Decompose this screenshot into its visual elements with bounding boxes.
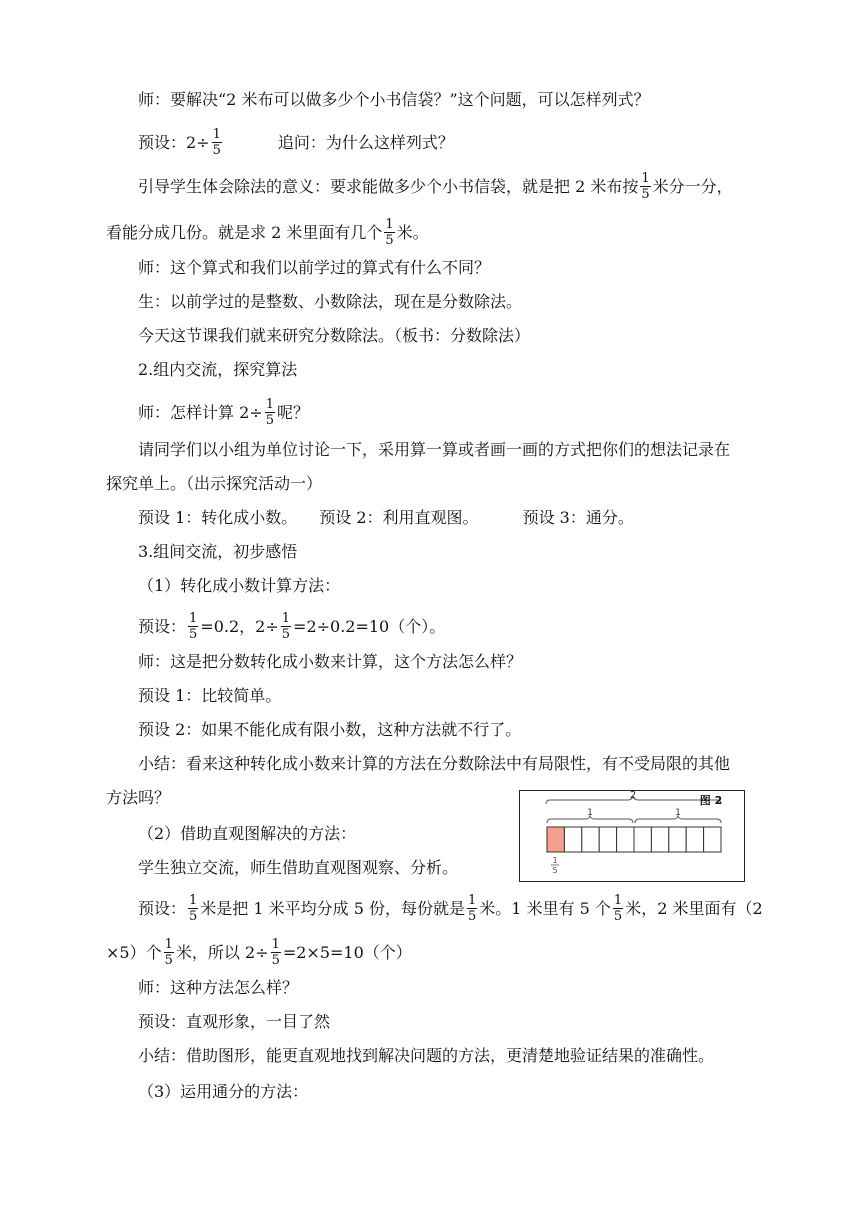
- para-preset-1: [138, 686, 281, 706]
- para-method-evaluation: [138, 978, 298, 998]
- fraction: $\frac{1}{5}$: [189, 893, 198, 924]
- fraction: $\frac{1}{5}$: [164, 937, 173, 968]
- text: 米，所以 2÷: [175, 943, 269, 962]
- text: 请同学们以小组为单位讨论一下，采用算一算或者画一画的方式把你们的想法记录在: [138, 440, 731, 459]
- text: （1）转化成小数计算方法：: [138, 576, 341, 595]
- text: 师：这种方法怎么样？: [138, 978, 299, 997]
- text: 米。1 米里有 5 个: [479, 899, 611, 918]
- para-other-methods: [106, 788, 170, 808]
- text: 预设 1：比较简单。: [138, 686, 282, 705]
- shaded-cell: [547, 827, 564, 852]
- figure-title: 图 2: [699, 794, 723, 807]
- text: 生：以前学过的是整数、小数除法，现在是分数除法。: [138, 292, 523, 311]
- subheading-common-denominator: [138, 1082, 308, 1102]
- bar-cells: [547, 827, 721, 852]
- para-diagram-result: [106, 937, 412, 968]
- bar-cell: [669, 827, 686, 852]
- half-label-1: 1: [587, 808, 593, 818]
- para-presets-list: [138, 508, 634, 528]
- text: =2×5=10（个）: [282, 943, 412, 962]
- para-todays-topic: [138, 326, 530, 346]
- text: 预设：: [138, 617, 187, 636]
- text: 预设：直观形象，一目了然: [138, 1012, 331, 1031]
- para-summary-1: [138, 754, 730, 774]
- text: 米分一分，: [652, 177, 733, 196]
- text: 引导学生体会除法的意义：要求能做多少个小书信袋，就是把 2 米布按: [138, 177, 639, 196]
- text: 看能分成几份。就是求 2 米里面有几个: [106, 223, 383, 242]
- text: =2÷0.2=10（个）。: [293, 617, 446, 636]
- section-heading-3: [138, 542, 297, 562]
- para-difference-question: [138, 258, 490, 278]
- subheading-diagram-method: [138, 824, 356, 844]
- para-teacher-question: [138, 90, 650, 110]
- text: 预设 1：转化成小数。: [138, 508, 298, 527]
- para-how-many-fifths: [106, 217, 429, 248]
- para-guide-meaning: [138, 171, 733, 202]
- para-group-discussion: [138, 440, 730, 460]
- text: 方法吗？: [106, 788, 171, 807]
- bar-cell: [582, 827, 599, 852]
- text: 师：怎样计算 2÷: [138, 403, 263, 422]
- bar-cell: [686, 827, 703, 852]
- text: 米是把 1 米平均分成 5 份，每份就是: [200, 899, 466, 918]
- text: 师：要解决“2 米布可以做多少个小书信袋？”这个问题，可以怎样列式？: [138, 90, 650, 109]
- fraction: $\frac{1}{5}$: [613, 893, 623, 924]
- text: 预设 3：通分。: [522, 508, 634, 527]
- fraction: $\frac{1}{5}$: [212, 127, 221, 158]
- text: ×5）个: [106, 943, 162, 962]
- text: 呢？: [276, 403, 309, 422]
- fraction: $\frac{1}{5}$: [385, 217, 394, 248]
- text: 探究单上。（出示探究活动一）: [106, 474, 323, 493]
- bar-cell: [651, 827, 668, 852]
- bar-cell: [617, 827, 634, 852]
- text: 预设 2：如果不能化成有限小数，这种方法就不行了。: [138, 720, 522, 739]
- para-worksheet: [106, 474, 322, 494]
- para-decimal-calculation: [138, 611, 446, 642]
- text: 预设：2÷: [138, 133, 210, 152]
- bar-cell: [704, 827, 721, 852]
- para-preset-expression: [138, 127, 454, 158]
- figure-2-bar-diagram: [519, 790, 745, 882]
- text: 米。: [396, 223, 429, 242]
- fraction: $\frac{1}{5}$: [271, 937, 280, 968]
- text: 学生独立交流，师生借助直观图观察、分析。: [138, 858, 459, 877]
- subheading-decimal-method: [138, 576, 340, 596]
- fraction: $\frac{1}{5}$: [641, 171, 650, 202]
- para-method-question: [138, 652, 522, 672]
- bar-diagram-svg: [520, 791, 743, 880]
- text: 2.组内交流，探究算法: [138, 360, 298, 379]
- text: （2）借助直观图解决的方法：: [138, 824, 357, 843]
- half-label-2: 1: [675, 808, 681, 818]
- fraction: $\frac{1}{5}$: [189, 611, 198, 642]
- text: 师：这是把分数转化成小数来计算，这个方法怎么样？: [138, 652, 523, 671]
- text: 追问：为什么这样列式？: [277, 133, 454, 152]
- unit-fraction-numerator: 1: [552, 856, 558, 865]
- text: 米，2 米里面有（2: [625, 899, 763, 918]
- para-student-answer: [138, 292, 522, 312]
- unit-fraction-denominator: 5: [552, 866, 558, 875]
- fraction: $\frac{1}{5}$: [281, 611, 291, 642]
- para-preset-intuitive: [138, 1012, 330, 1032]
- bar-cell: [634, 827, 651, 852]
- text: 今天这节课我们就来研究分数除法。（板书：分数除法）: [138, 326, 531, 345]
- text: 预设 2：利用直观图。: [319, 508, 479, 527]
- fraction: $\frac{1}{5}$: [265, 397, 274, 428]
- section-heading-2: [138, 360, 297, 380]
- para-summary-2: [138, 1046, 714, 1066]
- text: 3.组间交流，初步感悟: [138, 542, 298, 561]
- text: 师：这个算式和我们以前学过的算式有什么不同？: [138, 258, 491, 277]
- para-preset-2: [138, 720, 521, 740]
- fraction: $\frac{1}{5}$: [468, 893, 477, 924]
- para-how-to-compute: [138, 397, 309, 428]
- total-label: 2: [629, 791, 637, 801]
- text: 预设：: [138, 899, 187, 918]
- text: 小结：看来这种转化成小数来计算的方法在分数除法中有局限性，有不受局限的其他: [138, 754, 731, 773]
- bar-cell: [599, 827, 616, 852]
- para-independent-exchange: [138, 858, 458, 878]
- text: 小结：借助图形，能更直观地找到解决问题的方法，更清楚地验证结果的准确性。: [138, 1046, 715, 1065]
- text: （3）运用通分的方法：: [138, 1082, 309, 1101]
- text: =0.2，2÷: [200, 617, 279, 636]
- para-diagram-explanation: [138, 893, 763, 924]
- bar-cell: [564, 827, 581, 852]
